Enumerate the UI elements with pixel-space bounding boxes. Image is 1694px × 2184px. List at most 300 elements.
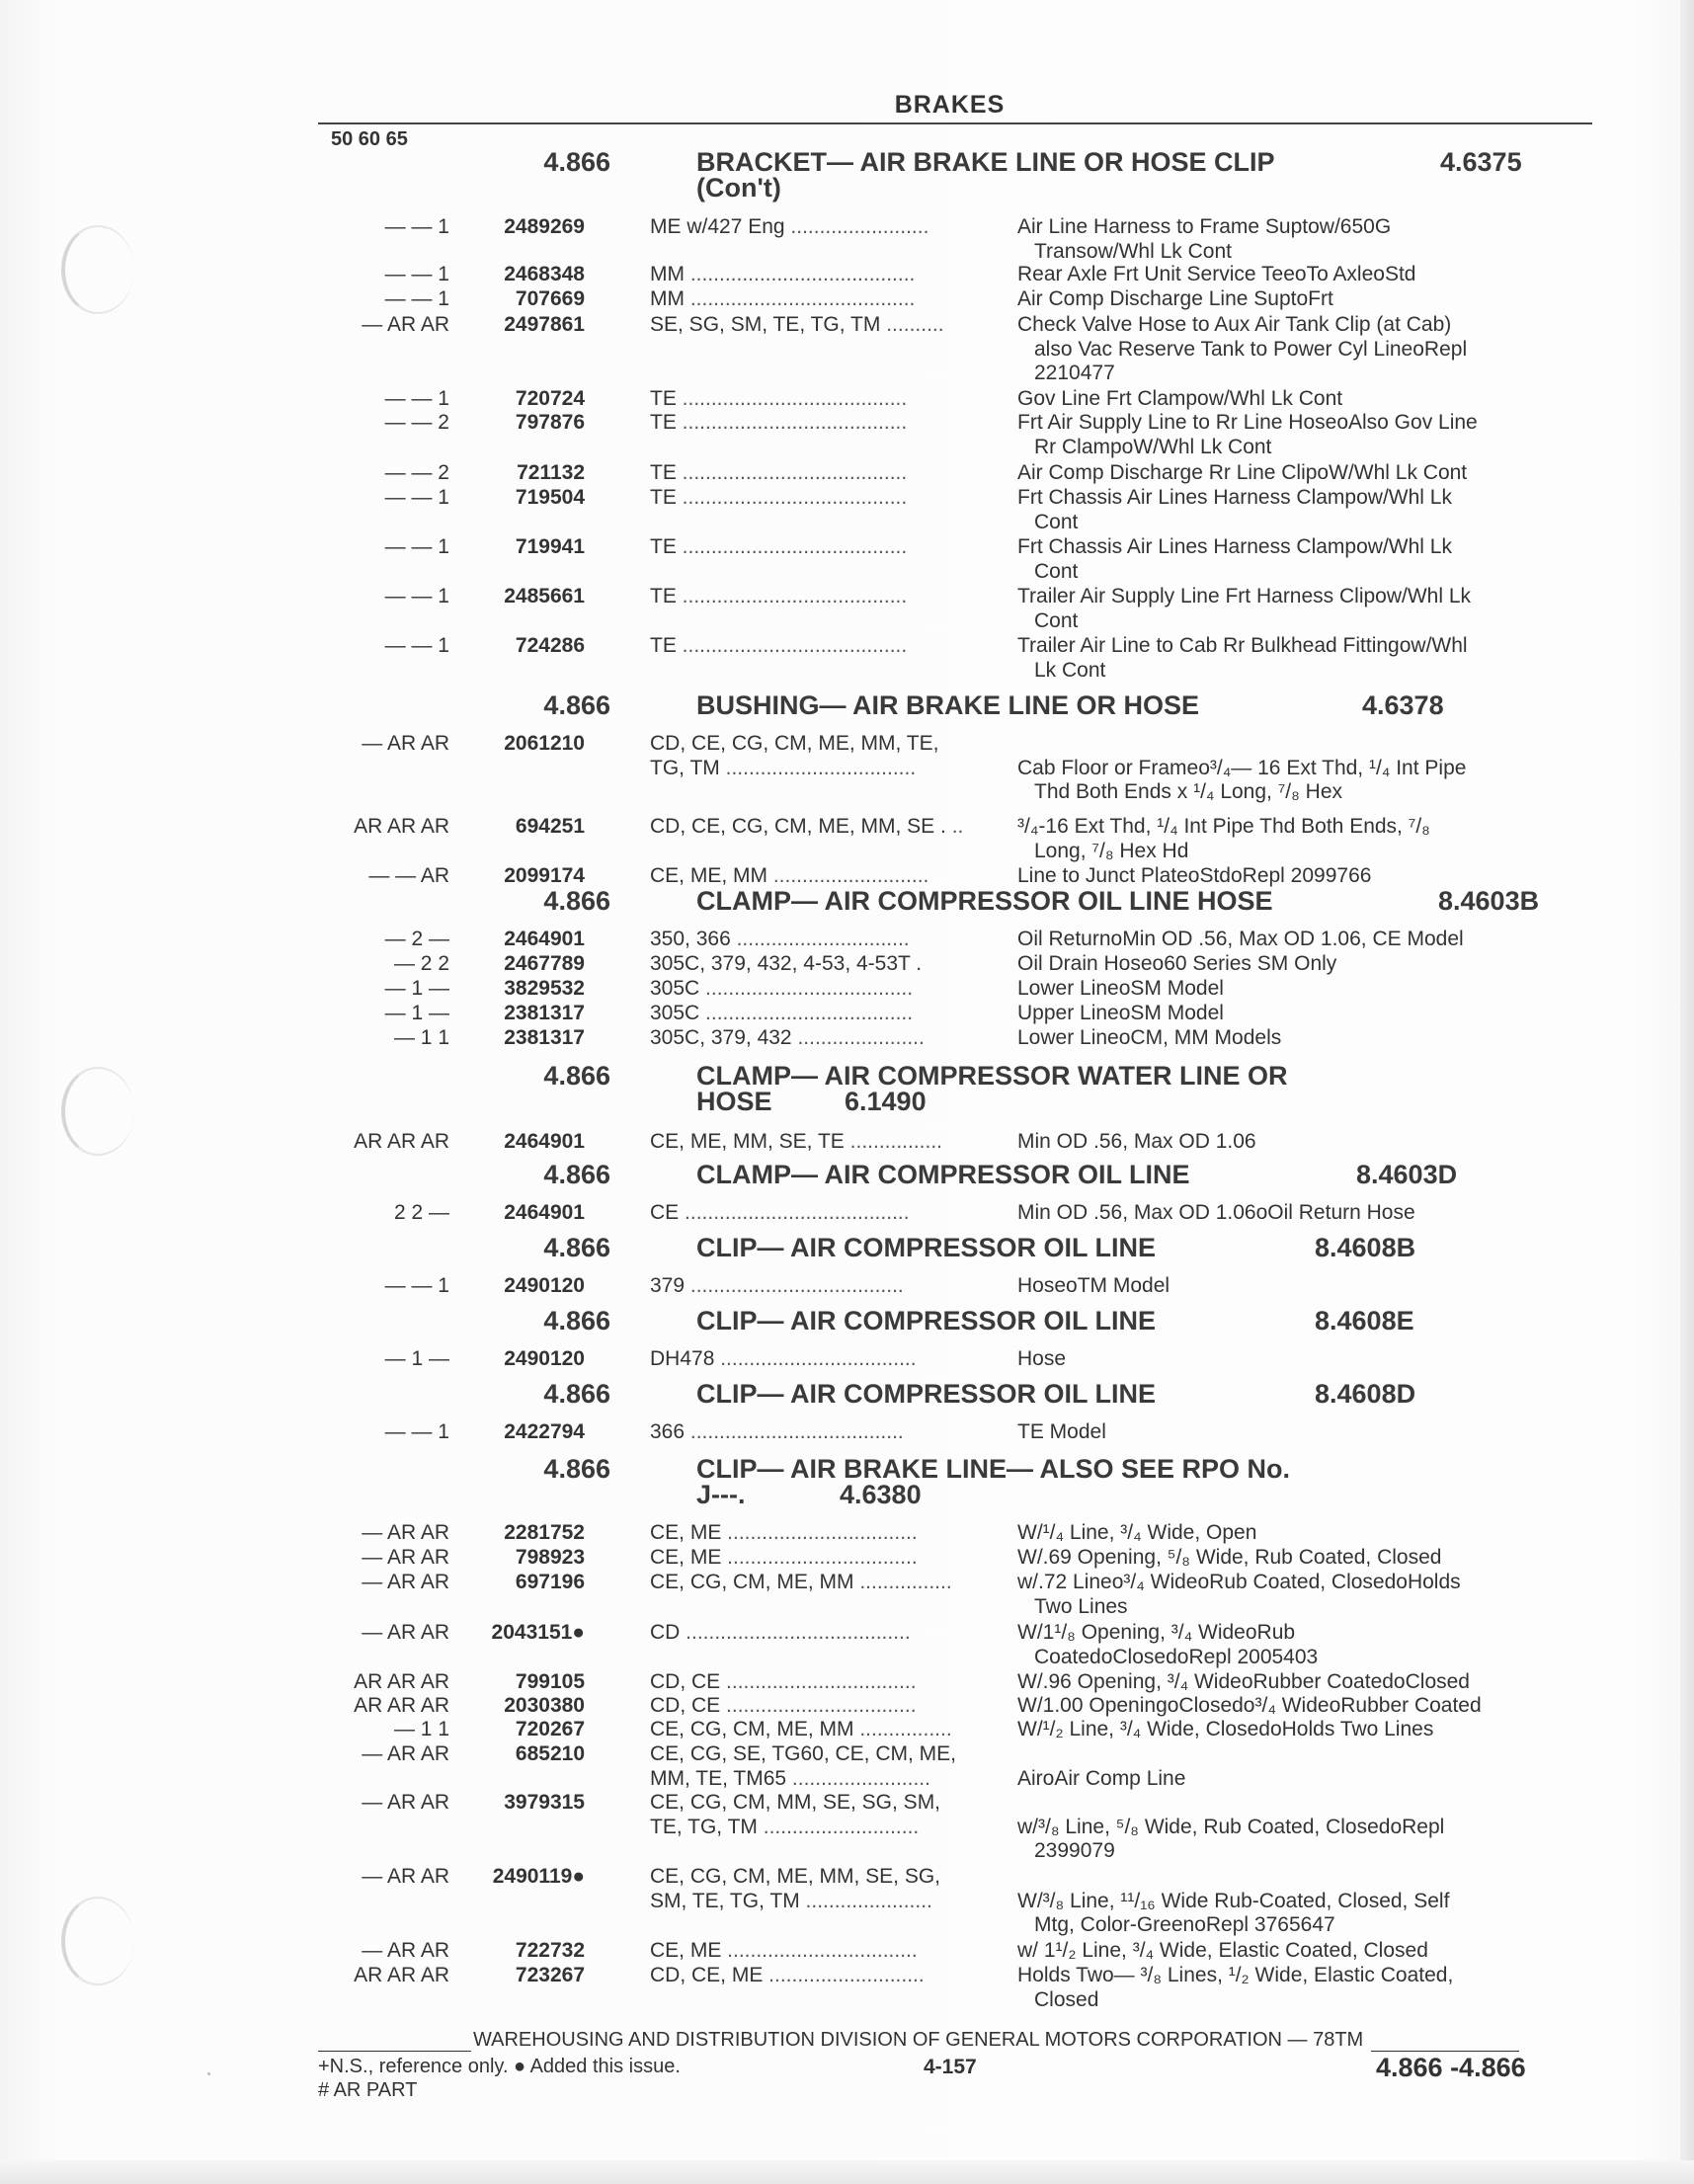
table-row — [0, 1717, 1694, 1742]
model-text: CE, CG, CM, ME, MM — [650, 1571, 854, 1593]
description-line: Check Valve Hose to Aux Air Tank Clip (at Cab) — [1017, 313, 1452, 336]
model-application — [650, 1520, 991, 1545]
model-text: SE, SG, SM, TE, TG, TM — [650, 313, 881, 336]
year-qty: AR AR AR — [354, 1964, 449, 1986]
model-application — [650, 863, 991, 888]
part-number: 2497861 — [504, 313, 585, 336]
part-number: 2490120 — [504, 1274, 585, 1297]
leader-dots: .................................... — [699, 977, 914, 1000]
model-text: MM — [650, 263, 685, 285]
model-application-cont — [650, 1766, 991, 1791]
year-qty: AR AR AR — [354, 1130, 449, 1153]
part-number: 2464901 — [504, 1201, 585, 1224]
model-text: CD — [650, 1621, 681, 1644]
table-row — [0, 1790, 1694, 1863]
leader-dots: ................................. — [721, 1546, 918, 1569]
description-line: HoseoTM Model — [1017, 1274, 1170, 1297]
section-title: CLAMP— AIR COMPRESSOR WATER LINE OR — [696, 1061, 1288, 1091]
part-number: 2061210 — [504, 732, 585, 755]
description-line: Min OD .56, Max OD 1.06 — [1017, 1130, 1256, 1153]
section-title-cont: J---. — [696, 1480, 746, 1509]
model-text: TE, TG, TM — [650, 1815, 758, 1838]
ref-code: 4.6378 — [1362, 690, 1444, 720]
table-row — [0, 410, 1694, 458]
description-line: Cont — [1034, 559, 1079, 583]
section-title: CLAMP— AIR COMPRESSOR OIL LINE — [696, 1160, 1190, 1189]
part-number: 697196 — [515, 1571, 585, 1593]
model-application-cont — [650, 1815, 991, 1839]
leader-dots: .............................. — [730, 928, 910, 950]
header-rule — [318, 122, 1592, 124]
footnote-ns: +N.S., reference only. ● Added this issue. — [318, 2056, 681, 2077]
section-title: CLIP— AIR BRAKE LINE— ALSO SEE RPO No. — [696, 1454, 1291, 1484]
table-row — [0, 1025, 1694, 1051]
footer-rule-right — [1371, 2051, 1519, 2052]
table-row — [0, 460, 1694, 486]
leader-dots: ................................. — [720, 1670, 917, 1693]
table-row — [0, 1273, 1694, 1299]
model-text: CD, CE — [650, 1670, 721, 1693]
table-row — [0, 976, 1694, 1002]
model-application — [650, 1693, 991, 1718]
table-row — [0, 214, 1694, 263]
year-qty: AR AR AR — [354, 1670, 449, 1693]
model-application — [650, 1620, 991, 1645]
year-qty: — AR AR — [362, 1621, 449, 1644]
model-text: ME w/427 Eng — [650, 215, 785, 238]
year-qty: — AR AR — [362, 732, 449, 755]
table-row — [0, 1200, 1694, 1226]
description-line: W/.69 Opening, ⁵/₈ Wide, Rub Coated, Closed — [1017, 1546, 1442, 1569]
description-line: Frt Air Supply Line to Rr Line HoseoAlso Gov Line — [1017, 411, 1478, 434]
year-qty: — AR AR — [362, 1742, 449, 1765]
model-application — [650, 1790, 991, 1815]
model-text: 350, 366 — [650, 928, 731, 950]
ref-code: 4.6375 — [1440, 147, 1522, 177]
description-line: Air Comp Discharge Line SuptoFrt — [1017, 287, 1333, 310]
footnote-ar: # AR PART — [318, 2079, 418, 2101]
part-number: 719504 — [515, 486, 585, 509]
table-row — [0, 1620, 1694, 1668]
table-row — [0, 584, 1694, 632]
model-application — [650, 976, 991, 1001]
table-row — [0, 1741, 1694, 1790]
model-text: 305C, 379, 432 — [650, 1026, 792, 1049]
year-qty: — — 2 — [384, 411, 449, 434]
table-row — [0, 1570, 1694, 1618]
description-line: Mtg, Color-GreenoRepl 3765647 — [1034, 1913, 1335, 1937]
model-text: MM — [650, 287, 685, 310]
leader-dots: ................................. — [719, 756, 917, 779]
part-number: 723267 — [515, 1964, 585, 1986]
description-line: AiroAir Comp Line — [1017, 1766, 1186, 1790]
description-line: Thd Both Ends x ¹/₄ Long, ⁷/₈ Hex — [1034, 780, 1343, 804]
section-title: CLIP— AIR COMPRESSOR OIL LINE — [696, 1306, 1157, 1335]
section-title: CLAMP— AIR COMPRESSOR OIL LINE HOSE — [696, 886, 1273, 916]
leader-dots: ....................................... — [676, 461, 908, 484]
model-application-cont — [650, 756, 991, 780]
ref-code: 8.4603B — [1438, 886, 1540, 916]
page-edge-bottom — [0, 2160, 1694, 2184]
year-qty: — 1 — — [384, 1002, 449, 1024]
model-text: TE — [650, 585, 677, 607]
part-number: 799105 — [515, 1670, 585, 1693]
leader-dots: ................................. — [721, 1521, 918, 1544]
part-number: 3979315 — [504, 1791, 585, 1814]
table-row — [0, 1001, 1694, 1026]
description-line: W/¹/₄ Line, ³/₄ Wide, Open — [1017, 1521, 1257, 1544]
description-line: Oil ReturnoMin OD .56, Max OD 1.06, CE Model — [1017, 928, 1464, 950]
group-number: 4.866 — [543, 1306, 610, 1335]
description-line: Long, ⁷/₈ Hex Hd — [1034, 839, 1189, 862]
leader-dots: ................ — [853, 1571, 952, 1593]
part-number: 2467789 — [504, 952, 585, 975]
part-number: 2490119● — [492, 1865, 585, 1888]
description-line: Cab Floor or Frameo³/₄— 16 Ext Thd, ¹/₄ Int Pipe — [1017, 756, 1467, 779]
table-row — [0, 1545, 1694, 1571]
model-text: SM, TE, TG, TM — [650, 1889, 800, 1912]
description-line: CoatedoClosedoRepl 2005403 — [1034, 1645, 1319, 1668]
model-text: TE — [650, 461, 677, 484]
leader-dots: ................ — [853, 1718, 952, 1740]
part-number: 2422794 — [504, 1420, 585, 1443]
year-qty: — — 1 — [384, 1420, 449, 1443]
table-row — [0, 386, 1694, 412]
year-qty: — 1 1 — [393, 1026, 449, 1049]
group-number: 4.866 — [543, 690, 610, 720]
year-qty: — AR AR — [362, 1521, 449, 1544]
model-text: CD, CE, CG, CM, ME, MM, SE . — [650, 815, 946, 838]
model-application — [650, 1570, 991, 1594]
description-line: Gov Line Frt Clampow/Whl Lk Cont — [1017, 387, 1343, 410]
part-number: 722732 — [515, 1939, 585, 1962]
leader-dots: ........................... — [767, 864, 929, 887]
table-row — [0, 1346, 1694, 1372]
leader-dots: ........................ — [786, 1766, 930, 1790]
leader-dots: ....................................... — [676, 486, 908, 509]
part-number: 724286 — [515, 634, 585, 657]
table-row — [0, 485, 1694, 533]
year-qty: — AR AR — [362, 313, 449, 336]
part-number: 707669 — [515, 287, 585, 310]
footer-division — [318, 2029, 1592, 2052]
description-line: w/³/₈ Line, ⁵/₈ Wide, Rub Coated, ClosedoRepl — [1017, 1815, 1445, 1838]
model-application — [650, 1963, 991, 1987]
model-application — [650, 1129, 991, 1154]
table-row — [0, 1129, 1694, 1155]
table-row — [0, 927, 1694, 952]
model-text: CE, CG, SE, TG60, CE, CM, ME, — [650, 1742, 957, 1765]
leader-dots: ....................................... — [676, 585, 908, 607]
description-line: Closed — [1034, 1987, 1099, 2011]
year-qty: 2 2 — — [393, 1201, 449, 1224]
section-title-cont: (Con't) — [696, 173, 781, 202]
model-application — [650, 951, 991, 976]
part-number: 2485661 — [504, 585, 585, 607]
model-text: CE, ME, MM, SE, TE — [650, 1130, 845, 1153]
leader-dots: ..................................... — [685, 1420, 904, 1443]
model-application — [650, 1938, 991, 1963]
footer-rule-left — [318, 2051, 471, 2052]
model-application — [650, 1545, 991, 1570]
leader-dots: .................................. — [714, 1347, 917, 1370]
model-text: CE, ME — [650, 1939, 722, 1962]
description-line: W/.96 Opening, ³/₄ WideoRubber CoatedoClosed — [1017, 1670, 1470, 1693]
model-text: TE — [650, 486, 677, 509]
table-row — [0, 1963, 1694, 2011]
table-row — [0, 312, 1694, 385]
table-row — [0, 633, 1694, 682]
description-line: w/.72 Lineo³/₄ WideoRub Coated, ClosedoHolds — [1017, 1571, 1461, 1593]
year-qty: — 2 — — [384, 928, 449, 950]
part-number: 2030380 — [504, 1694, 585, 1717]
table-row — [0, 1669, 1694, 1695]
year-qty: — — 1 — [384, 215, 449, 238]
leader-dots: ....................................... — [680, 1621, 911, 1644]
leader-dots: ....................................... — [685, 263, 916, 285]
table-row — [0, 1938, 1694, 1964]
year-qty: — 1 1 — [393, 1718, 449, 1740]
description-line: Lower LineoCM, MM Models — [1017, 1026, 1282, 1049]
description-line: Line to Junct PlateoStdoRepl 2099766 — [1017, 864, 1372, 887]
part-number: 2099174 — [504, 864, 585, 887]
model-text: MM, TE, TM65 — [650, 1766, 787, 1790]
ref-code: 8.4608D — [1315, 1379, 1416, 1409]
group-number: 4.866 — [543, 1454, 610, 1484]
section-title: CLIP— AIR COMPRESSOR OIL LINE — [696, 1379, 1157, 1409]
table-row — [0, 1693, 1694, 1719]
description-line: ³/₄-16 Ext Thd, ¹/₄ Int Pipe Thd Both Ends, ⁷/₈ — [1017, 815, 1430, 838]
model-text: 305C — [650, 1002, 700, 1024]
model-application — [650, 214, 991, 239]
description-line: Air Line Harness to Frame Suptow/650G — [1017, 215, 1392, 238]
model-application — [650, 1669, 991, 1694]
year-qty: — — 1 — [384, 634, 449, 657]
part-number: 2468348 — [504, 263, 585, 285]
description-line: Rear Axle Frt Unit Service TeeoTo AxleoStd — [1017, 263, 1416, 285]
description-line: Upper LineoSM Model — [1017, 1002, 1224, 1024]
page-number: 4-157 — [924, 2056, 977, 2078]
model-text: DH478 — [650, 1347, 715, 1370]
table-row — [0, 1864, 1694, 1937]
description-line: also Vac Reserve Tank to Power Cyl LineoRepl — [1034, 337, 1468, 361]
model-application — [650, 1419, 991, 1444]
group-number: 4.866 — [543, 886, 610, 916]
model-application — [650, 262, 991, 286]
page-group-range: 4.866 -4.866 — [1376, 2053, 1526, 2082]
group-number: 4.866 — [543, 1061, 610, 1091]
leader-dots: ....................................... — [685, 287, 916, 310]
description-line: Trailer Air Supply Line Frt Harness Clipow/Whl Lk — [1017, 585, 1472, 607]
group-number: 4.866 — [543, 1379, 610, 1409]
model-text: CE, CG, CM, MM, SE, SG, SM, — [650, 1791, 941, 1814]
year-qty: — — 1 — [384, 535, 449, 558]
part-number: 2464901 — [504, 1130, 585, 1153]
leader-dots: ...................... — [799, 1889, 932, 1912]
ref-code: 4.6380 — [840, 1480, 922, 1509]
description-line: Holds Two— ³/₈ Lines, ¹/₂ Wide, Elastic Coated, — [1017, 1964, 1454, 1986]
model-application — [650, 731, 991, 756]
description-line: W/1¹/₈ Opening, ³/₄ WideoRub — [1017, 1621, 1296, 1644]
model-text: CE, CG, CM, ME, MM — [650, 1718, 854, 1740]
footer-division-text: WAREHOUSING AND DISTRIBUTION DIVISION OF GENERAL MOTORS CORPORATION — 78TM — [473, 2029, 1364, 2051]
ref-code: 8.4608B — [1315, 1233, 1416, 1262]
model-text: TE — [650, 411, 677, 434]
table-row — [0, 534, 1694, 583]
year-qty: — — 1 — [384, 1274, 449, 1297]
leader-dots: ........................ — [784, 215, 929, 238]
model-text: 305C — [650, 977, 700, 1000]
leader-dots: ....................................... — [676, 387, 908, 410]
model-text: 366 — [650, 1420, 686, 1443]
model-text: CE, ME — [650, 1546, 722, 1569]
model-application — [650, 460, 991, 485]
description-line: 2399079 — [1034, 1839, 1115, 1863]
model-text: CD, CE, ME — [650, 1964, 764, 1986]
part-number: 797876 — [515, 411, 585, 434]
ref-code: 8.4608E — [1315, 1306, 1414, 1335]
part-number: 685210 — [515, 1742, 585, 1765]
year-qty: — AR AR — [362, 1571, 449, 1593]
model-text: 305C, 379, 432, 4-53, 4-53T . — [650, 952, 923, 975]
table-row — [0, 262, 1694, 287]
year-qty: — AR AR — [362, 1546, 449, 1569]
model-application — [650, 1001, 991, 1025]
part-number: 2043151● — [491, 1621, 585, 1644]
description-line: Transow/Whl Lk Cont — [1034, 239, 1232, 263]
leader-dots: ....................................... — [679, 1201, 910, 1224]
description-line: TE Model — [1017, 1420, 1106, 1443]
part-number: 2490120 — [504, 1347, 585, 1370]
part-number: 2381317 — [504, 1002, 585, 1024]
table-row — [0, 951, 1694, 977]
group-number: 4.866 — [543, 147, 610, 177]
leader-dots: ................................. — [721, 1939, 918, 1962]
model-application — [650, 312, 991, 337]
model-application — [650, 584, 991, 608]
part-number: 694251 — [515, 815, 585, 838]
model-application — [650, 1741, 991, 1766]
part-number: 2281752 — [504, 1521, 585, 1544]
part-number: 3829532 — [504, 977, 585, 1000]
description-line: 2210477 — [1034, 362, 1115, 385]
leader-dots: ................ — [844, 1130, 942, 1153]
model-application — [650, 410, 991, 435]
model-application — [650, 485, 991, 510]
section-title: BUSHING— AIR BRAKE LINE OR HOSE — [696, 690, 1200, 720]
model-text: CE, ME — [650, 1521, 722, 1544]
year-qty: — — 1 — [384, 387, 449, 410]
table-row — [0, 731, 1694, 804]
description-line: Hose — [1017, 1347, 1067, 1370]
model-application — [650, 1346, 991, 1371]
year-qty: — AR AR — [362, 1791, 449, 1814]
part-number: 720724 — [515, 387, 585, 410]
section-title-cont: HOSE — [696, 1087, 772, 1116]
model-application — [650, 814, 991, 839]
year-qty: — — 1 — [384, 486, 449, 509]
leader-dots: .......... — [880, 313, 944, 336]
model-application — [650, 1025, 991, 1050]
part-number: 2489269 — [504, 215, 585, 238]
year-qty: — 2 2 — [393, 952, 449, 975]
model-application-cont — [650, 1889, 991, 1913]
model-application — [650, 286, 991, 311]
model-text: CE, ME, MM — [650, 864, 767, 887]
description-line: Two Lines — [1034, 1594, 1128, 1618]
part-number: 721132 — [517, 461, 585, 484]
description-line: Cont — [1034, 608, 1079, 632]
description-line: Air Comp Discharge Rr Line ClipoW/Whl Lk Cont — [1017, 461, 1468, 484]
part-number: 798923 — [515, 1546, 585, 1569]
model-text: TE — [650, 387, 677, 410]
leader-dots: .. — [945, 815, 964, 838]
paper-speck — [207, 2072, 210, 2075]
model-text: TG, TM — [650, 756, 720, 779]
year-qty: — AR AR — [362, 1865, 449, 1888]
ref-code: 8.4603D — [1356, 1160, 1458, 1189]
table-row — [0, 814, 1694, 862]
part-number: 2381317 — [504, 1026, 585, 1049]
description-line: Lower LineoSM Model — [1017, 977, 1224, 1000]
description-line: Lk Cont — [1034, 658, 1106, 682]
model-text: CD, CE — [650, 1694, 721, 1717]
description-line: Oil Drain Hoseo60 Series SM Only — [1017, 952, 1337, 975]
table-row — [0, 286, 1694, 312]
year-qty: — — 1 — [384, 585, 449, 607]
description-line: W/1.00 OpeningoClosedo³/₄ WideoRubber Coated — [1017, 1694, 1482, 1717]
year-qty: — 1 — — [384, 1347, 449, 1370]
leader-dots: ........................... — [763, 1964, 925, 1986]
year-qty: AR AR AR — [354, 1694, 449, 1717]
description-line: Trailer Air Line to Cab Rr Bulkhead Fittingow/Whl — [1017, 634, 1468, 657]
description-line: W/¹/₂ Line, ³/₄ Wide, ClosedoHolds Two Lines — [1017, 1718, 1434, 1740]
description-line: Min OD .56, Max OD 1.06oOil Return Hose — [1017, 1201, 1415, 1224]
page-title: BRAKES — [894, 91, 1006, 119]
year-qty: — 1 — — [384, 977, 449, 1000]
leader-dots: ....................................... — [676, 411, 908, 434]
model-application — [650, 1200, 991, 1225]
model-application — [650, 633, 991, 658]
description-line: Rr ClampoW/Whl Lk Cont — [1034, 435, 1272, 458]
year-qty: — — 2 — [384, 461, 449, 484]
section-title: BRACKET— AIR BRAKE LINE OR HOSE CLIP — [696, 147, 1275, 177]
year-qty: — — 1 — [384, 287, 449, 310]
model-text: CE, CG, CM, ME, MM, SE, SG, — [650, 1865, 941, 1888]
leader-dots: ................................. — [720, 1694, 917, 1717]
model-text: CE — [650, 1201, 680, 1224]
description-line: W/³/₈ Line, ¹¹/₁₆ Wide Rub-Coated, Closed, Self — [1017, 1889, 1450, 1912]
year-qty: — — AR — [368, 864, 449, 887]
model-text: TE — [650, 634, 677, 657]
leader-dots: ....................................... — [676, 634, 908, 657]
table-row — [0, 1419, 1694, 1445]
model-text: 379 — [650, 1274, 686, 1297]
leader-dots: ........................... — [757, 1815, 920, 1838]
part-number: 720267 — [515, 1718, 585, 1740]
model-application — [650, 534, 991, 559]
description-line: Cont — [1034, 510, 1079, 533]
leader-dots: ...................... — [791, 1026, 925, 1049]
description-line: Frt Chassis Air Lines Harness Clampow/Whl Lk — [1017, 486, 1452, 509]
year-qty: — AR AR — [362, 1939, 449, 1962]
model-application — [650, 1273, 991, 1298]
year-columns-header: 50 60 65 — [331, 128, 408, 150]
table-row — [0, 1520, 1694, 1546]
group-number: 4.866 — [543, 1160, 610, 1189]
year-qty: — — 1 — [384, 263, 449, 285]
model-text: TE — [650, 535, 677, 558]
